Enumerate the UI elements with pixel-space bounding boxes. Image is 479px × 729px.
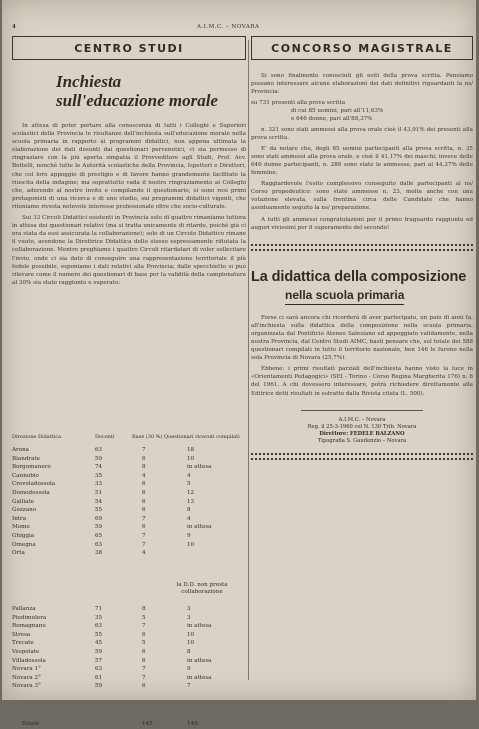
table-cell: Ghiggia [12,533,35,539]
article-paragraph: E' da notare che, degli 85 uomini partecipanti alla prova scritta, n. 35 sono stati ammessi alla prova orale, e cioè il 41,17% dei maschi; invece delle 646 donne partecipanti, n. 286 sono state le ammesse, pari al 44,27% delle femmine. [251,145,473,177]
table-cell: 63 [95,541,103,548]
table-cell: Momo [12,524,30,531]
table-cell: 57 [95,657,103,664]
running-header [12,24,467,36]
table-row [12,516,246,524]
table-cell: 61 [95,674,103,681]
table-cell: 10 [187,455,195,462]
table-cell: Borgomanero [12,464,51,471]
table-cell: 6 [142,498,146,505]
table-cell: 35 [95,614,103,621]
table-row [12,666,246,674]
table-cell: 7 [142,541,146,548]
article-title-inchiesta: Inchiesta sull'educazione morale [56,72,218,110]
table-cell: 7 [142,515,146,522]
table-row [12,615,246,623]
stat-line: e 646 donne, pari all'88,37% [291,116,373,123]
table-cell: 38 [95,550,103,557]
table-cell: 7 [142,666,146,673]
table-cell: Domodossola [12,490,50,496]
table-row [12,658,246,666]
table-header: Direzione Didattica [12,434,62,440]
left-column [12,36,246,727]
article-paragraph: Forse ci sarà ancora chi ricorderà di aver partecipato, un paio di anni fa, all'inchiesta sulla didattica della composizione nella scuola primaria, organizzata dal Pontificio Ateneo Salesiano ed appoggiato validamente, nella nostra Provincia, dal Centro Studi AIMC, basti pensare che, sul totale dei 588 questionari compilati in tutto il territorio nazionale, ben 146 le furono nella sola Provincia di Novara (25,7%). [251,314,473,362]
table-cell: 10 [187,631,195,638]
table-row [12,675,246,683]
table-cell: 6 [142,524,146,531]
table-cell: 6 [142,657,146,664]
table-cell: 63 [95,447,103,453]
table-cell: 65 [95,533,103,539]
article-paragraph: Sui 33 Circoli Didattici esistenti in Provincia solo di quattro rimaniamo tuttora in attesa dei questionari relativi (ma si tratta unicamente di ritardo, poiché già ci era stata da essi assicurata la collaborazione); solo di un Circolo Didattico rimane il vuoto, avendone la Direttrice Didattica dello stesso espressamente rifiutata la collaborazione. Mentre preghiamo i quattro Circoli ritardatari di voler sollecitare l'invio, onde ci sia dato di conseguire una rappresentazione territoriale il più fedele possibile, esponiamo i dati relativi alla Provincia; dalle specchietto si può rilevare come il numero dei questionari di base per la validità della campionatura al 30% sia stato raggiunto e superato: [12,215,246,286]
imprint-rule [301,410,423,417]
table-cell: 4 [142,472,146,479]
table-cell: Biandrate [12,455,40,462]
article-paragraph: Raggiardevole l'esito complessivo conseguito dalle partecipanti al ns/ Corso propedeutico: sono state ammesse n. 23, molte anche con una votazione elevata, sulla trentina circa delle Candidate che hanno assiduamente seguito la ns/ preparazione. [251,181,473,212]
article-subtitle: nella scuola primaria [285,288,404,305]
table-total-row: Totale 145 149 [22,721,198,727]
table-cell: 54 [95,498,103,505]
table-cell: 4 [187,472,191,479]
table-cell: 7 [187,683,191,690]
table-cell: 8 [142,464,146,471]
table-row [12,542,246,550]
table-cell: 6 [142,683,146,690]
table-cell: 7 [142,623,146,630]
article-paragraph: n. 321 sono stati ammessi alla prova orale cioè il 43,91% dei presenti alla prova scritta. [251,126,473,141]
table-cell: 74 [95,464,103,471]
table-row [12,507,246,515]
table-cell: 51 [95,490,103,496]
imprint-block: A.I.M.C. – Novara Reg. il 25-3-1960 col N. 130 Trib. Novara Direttore: FEDELE BALZANO Tipografia S. Gaudenzio – Novara [307,416,417,444]
table-cell: 63 [95,666,103,673]
table-cell: 5 [187,481,191,488]
table-cell: 10 [187,541,195,548]
table-row [12,473,246,481]
table-cell: Romagnano [12,623,46,630]
table-header: Questionari ricevuti compilati [164,434,240,440]
table-row [12,499,246,507]
table-row [12,464,246,472]
table-cell: 6 [142,490,146,496]
table-cell: in attesa [187,623,212,630]
table-cell: 5 [142,614,146,621]
table-cell: 5 [142,640,146,647]
table-row [12,623,246,631]
table-header: Base (30 %) [132,434,163,440]
table-cell: Novara 1° [12,666,41,673]
table-row [12,490,246,498]
table-cell: 10 [187,640,195,647]
table-cell: 7 [142,533,146,539]
column-divider [248,40,249,680]
table-cell: 4 [142,550,146,557]
table-cell: Novara 3° [12,683,41,690]
table-cell: 55 [95,631,103,638]
table-cell: 71 [95,606,103,612]
table-cell: 6 [142,631,146,638]
table-row [12,683,246,691]
table-cell: 13 [187,498,195,505]
page-number: 4 [12,24,17,30]
table-cell: Galliate [12,498,35,505]
table-cell: Gozzano [12,507,37,514]
table-cell: in attesa [187,674,212,681]
table-note: la D.D. non presta collaborazione [176,582,228,595]
stat-line: su 731 presenti alla prova scritta [251,100,346,107]
table-cell: 35 [95,472,103,479]
table-row [12,632,246,640]
section-header-centro-studi: CENTRO STUDI [12,36,246,60]
table-cell: 63 [95,623,103,630]
table-cell: 8 [187,649,191,655]
article-paragraph: In attesa di poter portare alla conoscenza di tutti i Colleghi e Superiori scolastici della Provincia le risultanze dell'inchiesta sull'educazione morale nella scuola primaria in rapporto ai programmi didattici, non appena ultimata la elaborazione dei dati desunti dai questionari pervenutici, ci sia permesso di ringraziare con la più aperta simpatia il Provveditore agli Studi, Prof. Avv. Bottelli, nonché tutte le Autorità scolastiche della Provincia, Ispettori e Direttori, che col loro appoggio di prestigio e di favore hanno grandemente facilitato la riuscita della indagine; ma soprattutto vada il nostro ringraziamento ai Colleghi che, aderendo al nostro invito e compilando il questionario, si sono resi primi protagonisti di una ricerca e di uno studio, sui programmi didattici vigenti, che riteniamo rivesta notevole interesse professionale oltre che socio-culturale. [12,123,246,210]
table-cell: Piedimulera [12,614,47,621]
table-cell: 8 [142,606,146,612]
table-row [12,640,246,648]
table-header: Docenti [95,434,115,440]
article-title-didattica: La didattica della composizione nella scuola primaria [251,269,473,302]
right-column [251,36,473,460]
table-cell: 59 [95,455,103,462]
table-cell: 9 [187,533,191,539]
table-cell: in attesa [187,657,212,664]
table-cell: 6 [142,455,146,462]
table-cell: 7 [142,674,146,681]
table-cell: Arona [12,447,30,453]
table-cell: 3 [187,614,191,621]
stat-line: di cui 85 uomini, pari all'11,63% [291,108,384,115]
table-cell: Omegna [12,541,36,548]
table-cell: Novara 2° [12,674,41,681]
table-cell: Villadossola [12,657,46,664]
table-row [12,649,246,657]
article-paragraph: A tutti gli ammessi congratulazioni per il primo traguardo raggiunto ed auguri vivissimi per il superamento del secondo! [251,216,473,231]
newspaper-page [2,0,476,727]
table-cell: Pallanza [12,606,36,612]
section-header-concorso: CONCORSO MAGISTRALE [251,36,473,60]
article-paragraph: Si sono finalmente conosciuti gli esiti della prova scritta. Pensiamo possano interessare alcune elaborazioni dei dati definitivi riguardanti la ns/ Provincia: [251,73,473,96]
table-cell: Stresa [12,631,31,638]
table-row [12,533,246,541]
table-cell: Orta [12,550,25,557]
table-cell: 4 [187,515,191,522]
table-cell: 45 [95,640,103,647]
table-cell: 7 [142,447,146,453]
table-cell: 12 [187,490,195,496]
table-cell: 69 [95,515,103,522]
table-cell: Trecate [12,640,34,647]
table-row [12,447,246,455]
table-cell: 6 [142,649,146,655]
table-cell: 6 [142,481,146,488]
table-cell: 33 [95,481,103,488]
table-cell: Intra [12,515,27,522]
table-cell: in attesa [187,524,212,531]
table-cell: Vespolate [12,649,40,655]
table-cell: 9 [187,666,191,673]
table-cell: 8 [187,507,191,514]
table-row [12,524,246,532]
masthead-line: A.I.M.C. – NOVARA [197,24,260,30]
table-cell: 18 [187,447,195,453]
table-row [12,550,246,558]
table-cell: Cannobio [12,472,39,479]
table-cell: 59 [95,649,103,655]
table-cell: in attesa [187,464,212,471]
table-row [12,456,246,464]
article-paragraph: Ebbene: i primi risultati parziali dell'inchiesta hanno visto la luce in «Orientamenti Pedagogici» (SEI - Torino - Corso Regina Margherita 176) n. 6 del 1961. A chi dovessero interessare, potrà richiedere direttamente alla Editrice detti risultati in estratto dalla Rivista citata (L. 500). [251,366,473,397]
table-cell: 59 [95,524,103,531]
table-cell: Crevoladossola [12,481,56,488]
table-row [12,481,246,489]
dotted-divider [251,453,473,460]
table-cell: 59 [95,683,103,690]
table-cell: 6 [142,507,146,514]
table-cell: 55 [95,507,103,514]
dotted-divider [251,244,473,251]
table-row [12,606,246,614]
table-cell: 3 [187,606,191,612]
